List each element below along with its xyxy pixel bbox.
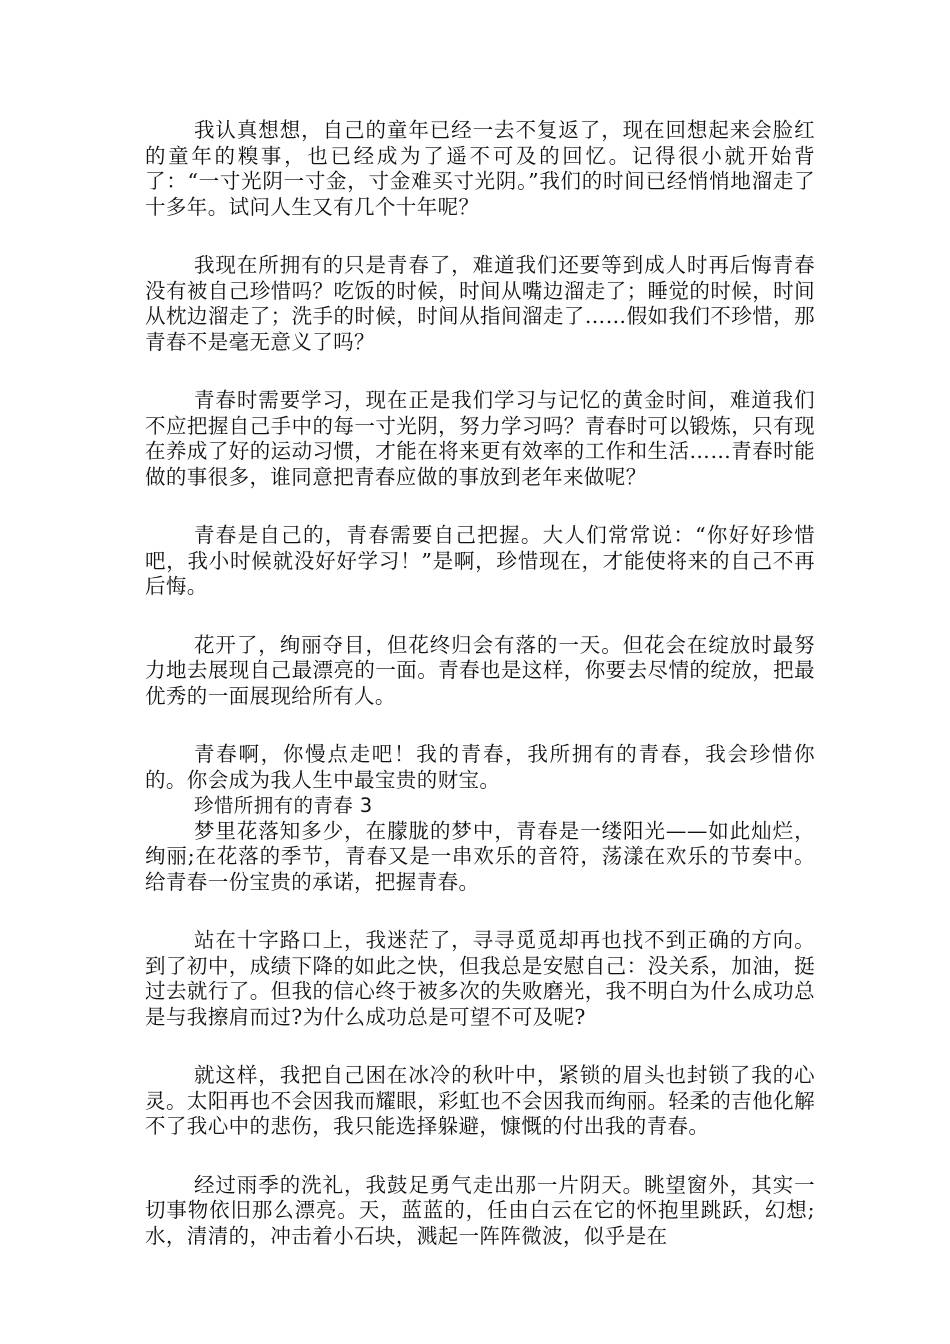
paragraph-2: 我现在所拥有的只是青春了，难道我们还要等到成人时再后悔青春没有被自己珍惜吗？吃饭的时候，时间从嘴边溜走了；睡觉的时候，时间从枕边溜走了；洗手的时候，时间从指间溜走了……假如我们不珍惜，那青春不是毫无意义了吗？ (145, 253, 815, 354)
paragraph-5: 花开了，绚丽夺目，但花终归会有落的一天。但花会在绽放时最努力地去展现自己最漂亮的一面。青春也是这样，你要去尽情的绽放，把最优秀的一面展现给所有人。 (145, 632, 815, 708)
paragraph-1: 我认真想想，自己的童年已经一去不复返了，现在回想起来会脸红的童年的糗事，也已经成为了遥不可及的回忆。记得很小就开始背了：“一寸光阴一寸金，寸金难买寸光阴。”我们的时间已经悄悄地溜走了十多年。试问人生又有几个十年呢？ (145, 118, 815, 219)
paragraph-7: 梦里花落知多少，在朦胧的梦中，青春是一缕阳光——如此灿烂，绚丽;在花落的季节，青春又是一串欢乐的音符，荡漾在欢乐的节奏中。给青春一份宝贵的承诺，把握青春。 (145, 818, 815, 894)
paragraph-8: 站在十字路口上，我迷茫了，寻寻觅觅却再也找不到正确的方向。到了初中，成绩下降的如此之快，但我总是安慰自己：没关系，加油，挺过去就行了。但我的信心终于被多次的失败磨光，我不明白为什么成功总是与我擦肩而过?为什么成功总是可望不可及呢? (145, 928, 815, 1029)
paragraph-10: 经过雨季的洗礼，我鼓足勇气走出那一片阴天。眺望窗外，其实一切事物依旧那么漂亮。天，蓝蓝的，任由白云在它的怀抱里跳跃，幻想;水，清清的，冲击着小石块，溅起一阵阵微波，似乎是在 (145, 1172, 815, 1248)
paragraph-9: 就这样，我把自己困在冰冷的秋叶中，紧锁的眉头也封锁了我的心灵。太阳再也不会因我而耀眼，彩虹也不会因我而绚丽。轻柔的吉他化解不了我心中的悲伤，我只能选择躲避，慷慨的付出我的青春。 (145, 1063, 815, 1138)
document-body (145, 118, 815, 1249)
section-heading: 珍惜所拥有的青春 3 (194, 794, 373, 817)
paragraph-3: 青春时需要学习，现在正是我们学习与记忆的黄金时间，难道我们不应把握自己手中的每一寸光阴，努力学习吗？青春时可以锻炼，只有现在养成了好的运动习惯，才能在将来更有效率的工作和生活……青春时能做的事很多，谁同意把青春应做的事放到老年来做呢？ (145, 388, 815, 489)
paragraph-6: 青春啊，你慢点走吧！我的青春，我所拥有的青春，我会珍惜你的。你会成为我人生中最宝贵的财宝。 (145, 742, 815, 792)
paragraph-4: 青春是自己的，青春需要自己把握。大人们常常说：“你好好珍惜吧，我小时候就没好好学习！”是啊，珍惜现在，才能使将来的自己不再后悔。 (145, 523, 815, 598)
